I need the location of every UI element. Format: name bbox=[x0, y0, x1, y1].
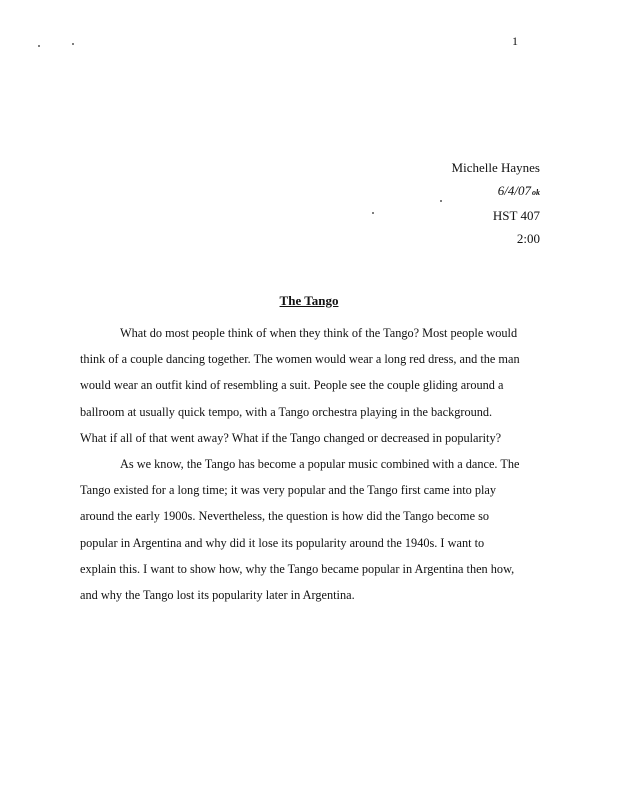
body-text bbox=[80, 320, 540, 608]
scan-speck bbox=[440, 200, 442, 202]
scan-speck bbox=[38, 45, 40, 47]
text-line: ballroom at usually quick tempo, with a Tango orchestra playing in the background. bbox=[80, 404, 493, 419]
header-block bbox=[452, 156, 540, 250]
text-line: and why the Tango lost its popularity later in Argentina. bbox=[80, 588, 355, 603]
text-line: explain this. I want to show how, why the Tango became popular in Argentina then how, bbox=[80, 561, 515, 576]
text-line: think of a couple dancing together. The women would wear a long red dress, and the man bbox=[80, 352, 520, 367]
date-line bbox=[452, 179, 540, 204]
paragraph-2 bbox=[80, 451, 540, 608]
scan-speck bbox=[372, 212, 374, 214]
text-line: around the early 1900s. Nevertheless, the question is how did the Tango become so bbox=[80, 509, 490, 524]
date: 6/4/07 bbox=[497, 183, 531, 198]
text-line: What if all of that went away? What if the Tango changed or decreased in popularity? bbox=[80, 430, 502, 445]
document-title: The Tango bbox=[279, 293, 339, 308]
text-line: would wear an outfit kind of resembling a suit. People see the couple gliding around a bbox=[80, 378, 504, 393]
text-line: popular in Argentina and why did it lose its popularity around the 1940s. I want to bbox=[80, 535, 485, 550]
class-time: 2:00 bbox=[516, 231, 540, 246]
text-line: What do most people think of when they think of the Tango? Most people would bbox=[120, 326, 518, 340]
page-number: 1 bbox=[512, 34, 518, 48]
paragraph-1 bbox=[80, 320, 540, 451]
scan-speck bbox=[72, 43, 74, 45]
text-line: Tango existed for a long time; it was very popular and the Tango first came into play bbox=[80, 483, 497, 498]
date-initials: ok bbox=[532, 188, 540, 197]
author-name: Michelle Haynes bbox=[451, 160, 540, 175]
course-code: HST 407 bbox=[492, 208, 540, 223]
text-line: As we know, the Tango has become a popular music combined with a dance. The bbox=[120, 457, 520, 472]
